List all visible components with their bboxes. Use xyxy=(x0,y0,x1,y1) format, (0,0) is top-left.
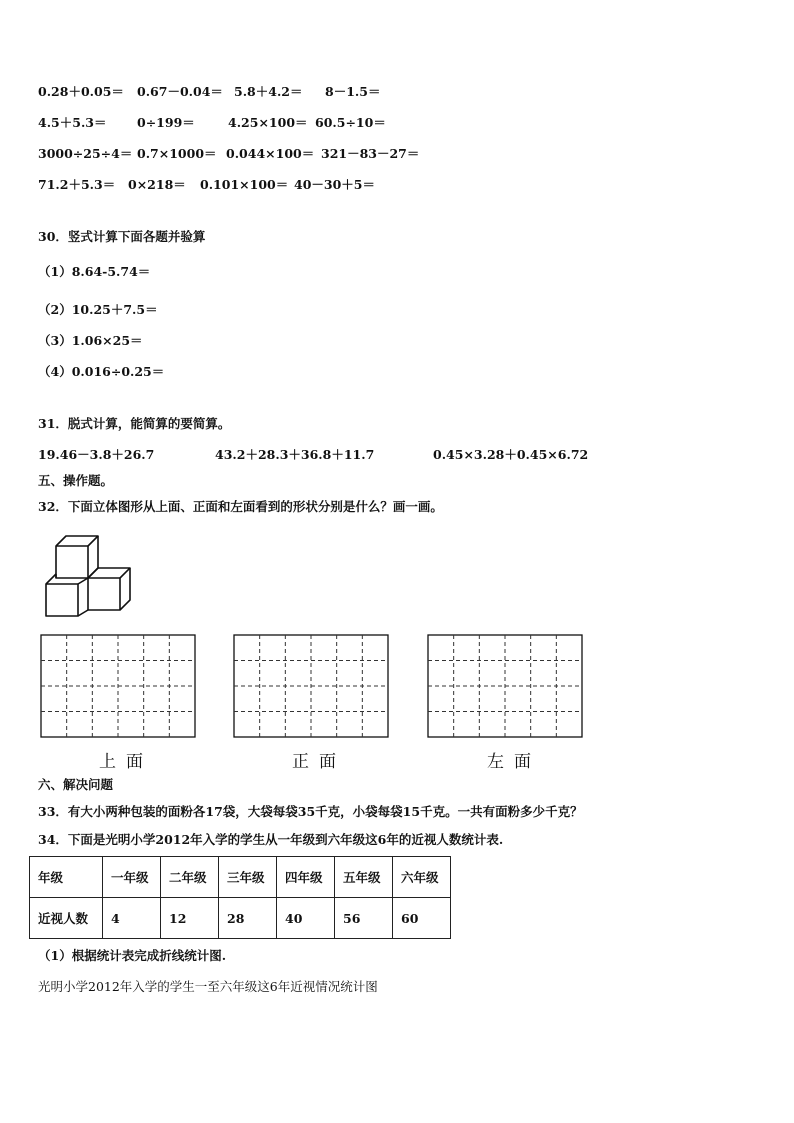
oral-item: 60.5÷10＝ xyxy=(315,115,386,130)
table-cell: 三年级 xyxy=(219,857,277,898)
oral-item: 0.28＋0.05＝ xyxy=(38,84,124,99)
q31-item-3: 0.45×3.28＋0.45×6.72 xyxy=(433,447,589,462)
table-cell: 60 xyxy=(393,898,451,939)
q34-sub1: （1）根据统计表完成折线统计图. xyxy=(38,948,227,963)
table-cell: 年级 xyxy=(30,857,103,898)
oral-item: 0.7×1000＝ xyxy=(137,146,217,161)
table-cell: 28 xyxy=(219,898,277,939)
q30-item-2: （2）10.25＋7.5＝ xyxy=(38,302,158,317)
label-top-view: 上面 xyxy=(99,752,153,772)
oral-item: 321－83－27＝ xyxy=(321,146,420,161)
table-cell: 五年级 xyxy=(335,857,393,898)
cube-side xyxy=(88,536,98,578)
cube-edge xyxy=(78,578,88,584)
q31-item-2: 43.2＋28.3＋36.8＋11.7 xyxy=(215,447,375,462)
q33-text: 33．有大小两种包装的面粉各17袋，大袋每袋35千克，小袋每袋15千克。一共有面粉多少千克？ xyxy=(38,804,583,819)
cube-top xyxy=(56,536,98,546)
cube-face xyxy=(56,546,88,578)
table-cell: 近视人数 xyxy=(30,898,103,939)
cube-face xyxy=(88,578,120,610)
oral-item: 0.044×100＝ xyxy=(226,146,315,161)
chart-title: 光明小学2012年入学的学生一至六年级这6年近视情况统计图 xyxy=(38,979,378,994)
q30-item-3: （3）1.06×25＝ xyxy=(38,333,143,348)
oral-item: 4.25×100＝ xyxy=(228,115,308,130)
q30-title: 30．竖式计算下面各题并验算 xyxy=(38,229,206,244)
oral-item: 0×218＝ xyxy=(128,177,186,192)
myopia-stat-table xyxy=(29,856,451,939)
grid-left-view[interactable] xyxy=(427,634,583,738)
label-left-view: 左面 xyxy=(487,752,541,772)
q30-item-1: （1）8.64-5.74＝ xyxy=(38,264,151,279)
cube-figure xyxy=(44,534,134,620)
label-front-view: 正面 xyxy=(292,752,346,772)
table-cell: 4 xyxy=(103,898,161,939)
oral-item: 3000÷25÷4＝ xyxy=(38,146,133,161)
oral-item: 5.8＋4.2＝ xyxy=(234,84,303,99)
table-cell: 56 xyxy=(335,898,393,939)
table-row xyxy=(30,898,451,939)
oral-item: 4.5＋5.3＝ xyxy=(38,115,107,130)
section-6-heading: 六、解决问题 xyxy=(38,777,114,792)
grid-front-view[interactable] xyxy=(233,634,389,738)
oral-item: 71.2＋5.3＝ xyxy=(38,177,116,192)
table-cell: 一年级 xyxy=(103,857,161,898)
table-row xyxy=(30,857,451,898)
q30-item-4: （4）0.016÷0.25＝ xyxy=(38,364,165,379)
section-5-heading: 五、操作题。 xyxy=(38,473,114,488)
oral-item: 0.67－0.04＝ xyxy=(137,84,223,99)
oral-item: 0÷199＝ xyxy=(137,115,195,130)
oral-item: 8－1.5＝ xyxy=(325,84,381,99)
cube-top xyxy=(88,568,130,578)
table-cell: 12 xyxy=(161,898,219,939)
oral-item: 40－30＋5＝ xyxy=(294,177,375,192)
table-cell: 六年级 xyxy=(393,857,451,898)
cube-edge xyxy=(46,574,56,584)
table-cell: 四年级 xyxy=(277,857,335,898)
q32-title: 32．下面立体图形从上面、正面和左面看到的形状分别是什么？画一画。 xyxy=(38,499,443,514)
cube-face xyxy=(46,584,78,616)
q34-title: 34．下面是光明小学2012年入学的学生从一年级到六年级这6年的近视人数统计表. xyxy=(38,832,504,847)
oral-item: 0.101×100＝ xyxy=(200,177,289,192)
table-cell: 二年级 xyxy=(161,857,219,898)
q31-title: 31．脱式计算，能简算的要简算。 xyxy=(38,416,231,431)
table-cell: 40 xyxy=(277,898,335,939)
cube-side xyxy=(120,568,130,610)
grid-top-view[interactable] xyxy=(40,634,196,738)
q31-item-1: 19.46－3.8＋26.7 xyxy=(38,447,155,462)
